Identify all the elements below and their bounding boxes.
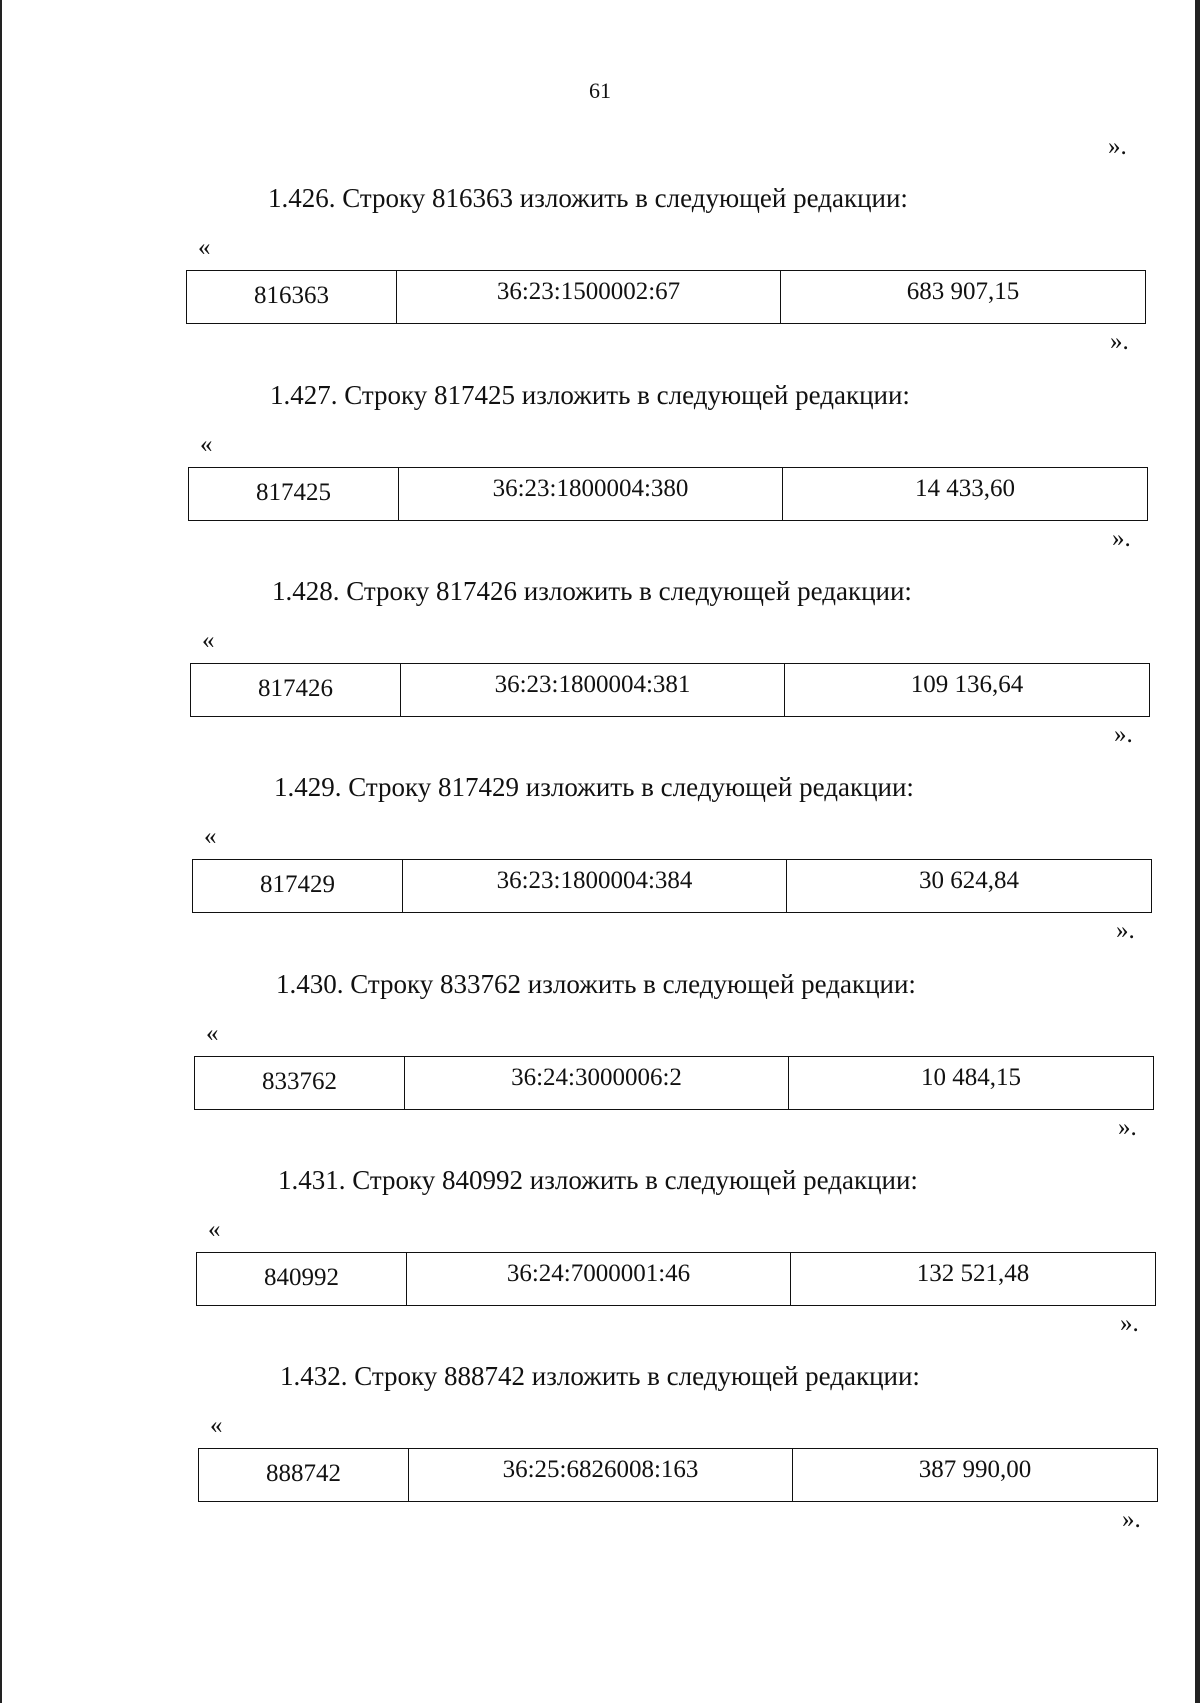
close-quote: ». <box>1122 1506 1141 1533</box>
table-row <box>196 1252 1156 1306</box>
amendment-heading: 1.432. Строку 888742 изложить в следующей редакции: <box>280 1361 920 1391</box>
close-quote: ». <box>1118 1114 1137 1141</box>
row-code-cell: 817426 <box>191 664 401 716</box>
value-cell: 109 136,64 <box>910 671 1024 698</box>
open-quote: « <box>210 1412 223 1439</box>
open-quote: « <box>198 234 211 261</box>
close-quote: ». <box>1116 917 1135 944</box>
amendment-heading: 1.427. Строку 817425 изложить в следующей редакции: <box>270 380 910 410</box>
closing-quote-top: ». <box>1108 133 1127 160</box>
value-cell: 683 907,15 <box>906 278 1020 305</box>
open-quote: « <box>202 627 215 654</box>
row-code-cell: 888742 <box>199 1449 409 1501</box>
open-quote: « <box>208 1216 221 1243</box>
table-row <box>198 1448 1158 1502</box>
row-code-cell: 817429 <box>193 860 403 912</box>
open-quote: « <box>206 1020 219 1047</box>
row-code-cell: 816363 <box>187 271 397 323</box>
cadastral-number-cell: 36:23:1800004:380 <box>399 468 783 520</box>
row-code-cell: 840992 <box>197 1253 407 1305</box>
close-quote: ». <box>1112 525 1131 552</box>
close-quote: ». <box>1120 1310 1139 1337</box>
amendment-heading: 1.428. Строку 817426 изложить в следующей редакции: <box>272 576 912 606</box>
amendment-heading: 1.426. Строку 816363 изложить в следующей редакции: <box>268 183 908 213</box>
open-quote: « <box>200 431 213 458</box>
row-code-cell: 833762 <box>195 1057 405 1109</box>
row-code-cell: 817425 <box>189 468 399 520</box>
amendment-heading: 1.431. Строку 840992 изложить в следующей редакции: <box>278 1165 918 1195</box>
cadastral-number-cell: 36:23:1800004:384 <box>403 860 787 912</box>
open-quote: « <box>204 823 217 850</box>
table-row <box>188 467 1148 521</box>
cadastral-number-cell: 36:24:7000001:46 <box>407 1253 791 1305</box>
table-row <box>190 663 1150 717</box>
value-cell: 30 624,84 <box>919 867 1019 894</box>
amendment-heading: 1.429. Строку 817429 изложить в следующей редакции: <box>274 772 914 802</box>
cadastral-number-cell: 36:25:6826008:163 <box>409 1449 793 1501</box>
value-cell: 387 990,00 <box>918 1456 1032 1483</box>
page-edge-left <box>0 0 2 1703</box>
close-quote: ». <box>1110 328 1129 355</box>
page-edge-right <box>1195 0 1200 1703</box>
value-cell: 132 521,48 <box>916 1260 1030 1287</box>
cadastral-number-cell: 36:23:1500002:67 <box>397 271 781 323</box>
cadastral-number-cell: 36:23:1800004:381 <box>401 664 785 716</box>
page-number: 61 <box>589 78 611 103</box>
cadastral-number-cell: 36:24:3000006:2 <box>405 1057 789 1109</box>
table-row <box>192 859 1152 913</box>
table-row <box>186 270 1146 324</box>
close-quote: ». <box>1114 721 1133 748</box>
value-cell: 14 433,60 <box>915 475 1015 502</box>
amendment-heading: 1.430. Строку 833762 изложить в следующей редакции: <box>276 969 916 999</box>
value-cell: 10 484,15 <box>921 1064 1021 1091</box>
table-row <box>194 1056 1154 1110</box>
